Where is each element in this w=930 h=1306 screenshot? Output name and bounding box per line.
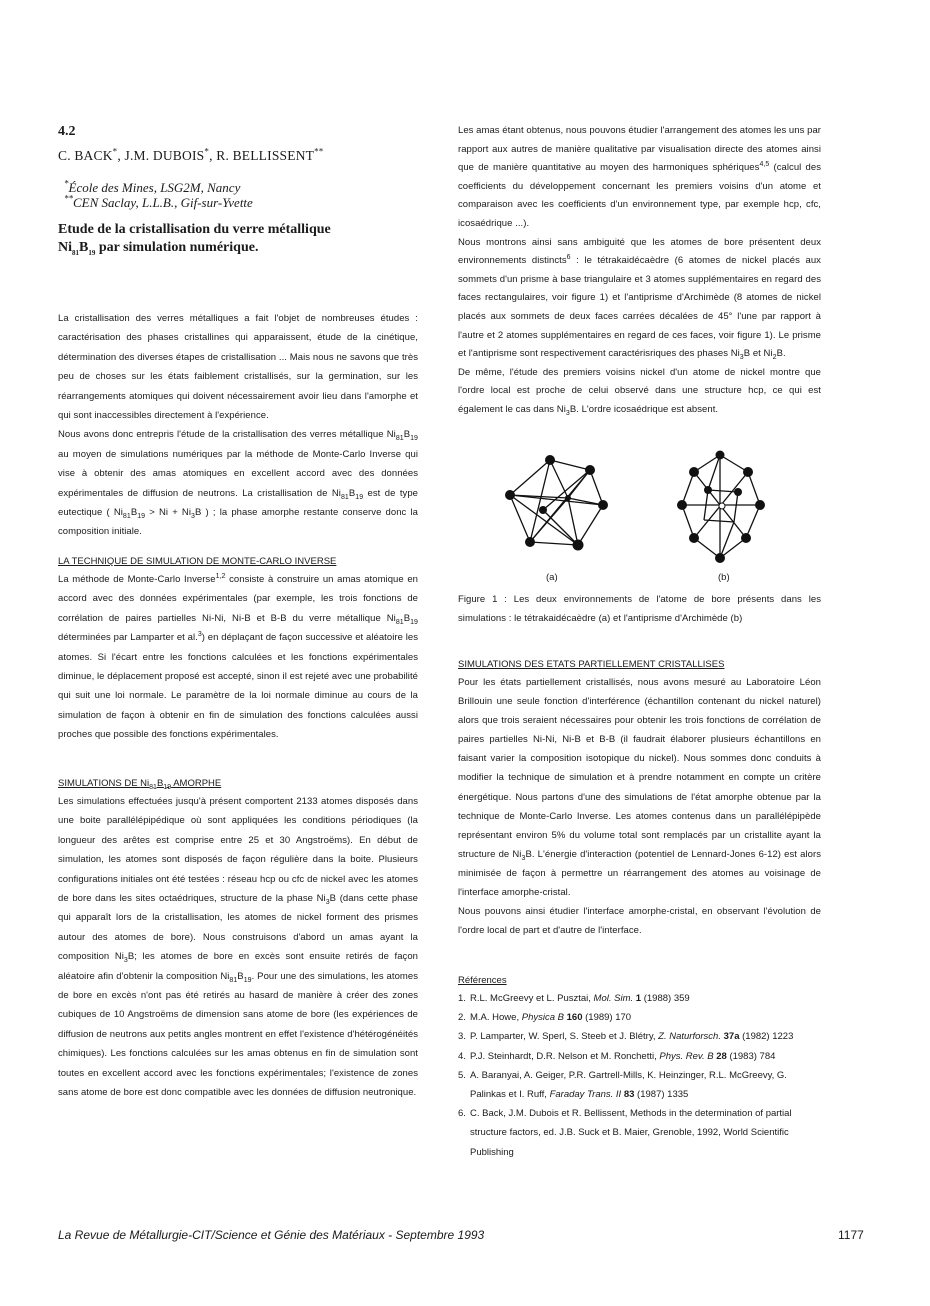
section-partial-crystal xyxy=(458,656,821,940)
affiliation-1 xyxy=(64,180,253,195)
intro-paragraph-3: De même, l'étude des premiers voisins nickel d'un atome de nickel montre que l'ordre local est proche de celui observé dans une structure hcp, ce qui est également le cas dans $Ni_3B$. L'ordre icosaédrique est absent. xyxy=(458,366,821,417)
intro-paragraph-2: Nous montrons ainsi sans ambiguité que les atomes de bore présentent deux environnements distincts$^6$ : le tétrakaidécaèdre (6 atomes de nickel placés aux sommets d'un prisme à base triangulaire et 3 atomes supplémentaires en regard des faces rectangulaires, voir figure 1) et l'antiprisme d'Archimède (8 atomes de nickel placés aux sommets de deux faces carrées décalées de 45° l'une par rapport à l'autre et 2 atomes supplémentaires en regard de ces faces, voir figure 1). Le prisme et l'antiprisme sont respectivement caractérisriques des phases $Ni_3B$ et $Ni_2B$. xyxy=(458,236,821,362)
author-3: R. BELLISSENT xyxy=(216,148,315,163)
reference-item: 1. R.L. McGreevy et L. Pusztai, Mol. Sim. 1 (1988) 359 xyxy=(458,993,690,1004)
section-amorphous xyxy=(58,775,418,1103)
reference-item: 4. P.J. Steinhardt, D.R. Nelson et M. Ronchetti, Phys. Rev. B 28 (1983) 784 xyxy=(458,1050,776,1062)
author-3-mark: ** xyxy=(314,146,324,157)
affiliation-1-mark: * xyxy=(64,178,69,189)
abstract-paragraph-2: Nous avons donc entrepris l'étude de la cristallisation des verres métallique $Ni_{81}B_{19}$ au moyen de simulations numériques par la méthode de Monte-Carlo Inverse qui vise à obtenir des amas atomiques en excellent accord avec des données expérimentales de diffusion de neutrons. La cristallisation de $Ni_{81}B_{19}$ est de type eutectique ( $Ni_{81}B_{19} > Ni + Ni_3B$ ) ; la phase amorphe restante conserve donc la composition initiale. xyxy=(58,429,419,538)
figure-caption xyxy=(458,590,821,629)
intro-paragraph-1: Les amas étant obtenus, nous pouvons étudier l'arrangement des atomes les uns par rapport aux autres de manière qualitative par visualisation directe des atomes ainsi que de manière quantitative au moyen des harmoniques sphériques$^{4,5}$ (calcul des coefficients du développement concernant les premiers voisins d'un atome et comparaison avec les coefficients d'un environnement type, par exemple hcp, cfc, icosaédrique ...). xyxy=(458,125,822,229)
footer-journal: La Revue de Métallurgie-CIT/Science et Génie des Matériaux - Septembre 1993 xyxy=(58,1228,485,1242)
section-number: 4.2 xyxy=(58,124,76,139)
figure-label-a: (a) xyxy=(546,572,558,583)
affiliations xyxy=(64,180,253,210)
reference-item: 3. P. Lamparter, W. Sperl, S. Steeb et J. Blétry, Z. Naturforsch. 37a (1982) 1223 xyxy=(458,1031,794,1043)
author-2: J.M. DUBOIS xyxy=(124,148,205,163)
affiliation-1-text: École des Mines, LSG2M, Nancy xyxy=(68,180,241,195)
section-monte-carlo-paragraph: La méthode de Monte-Carlo Inverse$^{1,2}$ consiste à construire un amas atomique en accord avec des données expérimentales (par exemple, les trois fonctions de corrélation de paires partielles Ni-Ni, Ni-B et B-B du verre métallique $Ni_{81}B_{19}$ déterminées par Lamparter et al.$^3$) en déplaçant de façon successive et aléatoire les atomes. Si l'écart entre les fonctions calculées et les fonctions expérimentales diminue, le déplacement proposé est accepté, sinon il est rejeté avec une probabilité qui suit une loi normale. Le paramètre de la loi normale diminue au cours de la simulation de façon à obtenir en fin de simulation des fonctions calculées aussi proches que possible des fonctions expérimentales. xyxy=(58,572,419,741)
affiliation-2-text: CEN Saclay, L.L.B., Gif-sur-Yvette xyxy=(73,195,253,210)
author-2-mark: * xyxy=(204,146,210,157)
page-number: 1177 xyxy=(838,1228,864,1242)
figure-caption-text: Figure 1 : Les deux environnements de l'atome de bore présents dans les simulations : le tétrakaidécaèdre (a) et l'antiprisme d'Archimède (b) xyxy=(458,594,821,625)
abstract xyxy=(58,309,418,542)
section-partial-crystal-paragraph-1: Pour les états partiellement cristallisés, nous avons mesuré au Laboratoire Léon Brillouin une seule fonction d'interférence (échantillon contenant du nickel naturel) alors que trois seraient nécessaires pour obtenir les trois fonctions de corrélation de paires partielles Ni-Ni, Ni-B et B-B (il faudrait élaborer plusieurs échantillons en faisant varier la composition isotopique du nickel). Nous sommes donc conduits à modifier la technique de simulation et à prendre notamment en compte un critère énergétique. Nous partons d'une des simulations de l'état amorphe obtenue par la technique de Monte-Carlo Inverse. Les atomes contenus dans un parallélépipède représentant environ 5% du volume total sont remplacés par un cristallite ayant la structure de $Ni_3B$. L'énergie d'interaction (potentiel de Lennard-Jones 6-12) est alors minimisée de façon à permettre un réarrangement des atomes au voisinage de l'interface amorphe-cristal. xyxy=(458,677,821,899)
affiliation-2-mark: ** xyxy=(64,193,73,204)
figure-label-b: (b) xyxy=(718,572,730,583)
abstract-paragraph-1: La cristallisation des verres métalliques a fait l'objet de nombreuses études : caractérisation des phases cristallines qui apparaissent, étude de la cinétique, détermination des diverses étapes de cristallisation ... Mais nous ne savons que très peu de choses sur les états faiblement cristallisés, sur la germination, sur les réarrangements atomiques qui doivent nécessairement avoir lieu dans l'amorphe et qui sont inaccessibles directement à l'expérience. xyxy=(58,313,418,422)
references xyxy=(458,972,821,1162)
author-1: C. BACK xyxy=(58,148,113,163)
reference-item: 5. A. Baranyai, A. Geiger, P.R. Gartrell-Mills, K. Heinzinger, R.L. McGreevy, G. Palinkas et I. Ruff, Faraday Trans. II 83 (1987) 1335 xyxy=(458,1069,787,1101)
title-line-2: $Ni_{81}B_{19}$ par simulation numérique. xyxy=(58,240,259,257)
figure-1-drawing xyxy=(498,450,798,570)
references-list xyxy=(458,989,821,1162)
paper-title xyxy=(58,221,418,257)
reference-item: 6. C. Back, J.M. Dubois et R. Bellissent, Methods in the determination of partial structure factors, ed. J.B. Suck et B. Maier, Grenoble, 1992, World Scientific Publishing xyxy=(458,1108,792,1158)
author-1-mark: * xyxy=(112,146,118,157)
section-amorphous-heading: SIMULATIONS DE $Ni_{81}B_{19}$ AMORPHE xyxy=(58,778,222,791)
section-amorphous-paragraph: Les simulations effectuées jusqu'à présent comportent 2133 atomes disposés dans une boite parallélépipédique où sont appliquées les conditions périodiques (la longueur des arêtes est comprise entre 25 et 30 Angstroëms). En début de simulation, les atomes sont disposés de façon régulière dans la boite. Plusieurs configurations initiales ont été testées : réseau hcp ou cfc de nickel avec les atomes de bore dans les sites octaédriques, structure de la phase $Ni_3B$ (dans cette phase qui apparaît lors de la cristallisation, les atomes de nickel forment des prismes autour des atomes de bore). Nous construisons d'abord un amas ayant la composition $Ni_3B$; les atomes de bore en excès sont ensuite retirés de façon aléatoire afin d'obtenir la composition $Ni_{81}B_{19}$. Pour une des simulations, les atomes de bore en excès n'ont pas été retirés au hasard de manière à créer des zones cubiques de 10 Angstroëms de dimension sans atome de bore (les expériences de diffusion de neutrons aux petits angles montrent en effet l'existence d'hétérogénéités chimiques). Les fonctions calculées sur les amas obtenus en fin de simulation sont toutes en excellent accord avec les fonctions expérimentales; l'existence de zones sans atome de bore est donc compatible avec les données de diffusion neutronique. xyxy=(58,796,418,1099)
section-monte-carlo-heading: LA TECHNIQUE DE SIMULATION DE MONTE-CARLO INVERSE xyxy=(58,556,337,567)
authors: C. BACK*, J.M. DUBOIS*, R. BELLISSENT** xyxy=(58,146,324,163)
section-monte-carlo xyxy=(58,553,418,745)
section-partial-crystal-heading: SIMULATIONS DES ETATS PARTIELLEMENT CRISTALLISES xyxy=(458,659,725,670)
affiliation-2 xyxy=(64,195,253,210)
references-heading: Références xyxy=(458,975,507,986)
title-line-1: Etude de la cristallisation du verre métallique xyxy=(58,222,331,237)
reference-item: 2. M.A. Howe, Physica B 160 (1989) 170 xyxy=(458,1012,632,1024)
section-partial-crystal-paragraph-2: Nous pouvons ainsi étudier l'interface amorphe-cristal, en observant l'évolution de l'ordre local de part et d'autre de l'interface. xyxy=(458,906,821,937)
right-intro xyxy=(458,122,821,420)
